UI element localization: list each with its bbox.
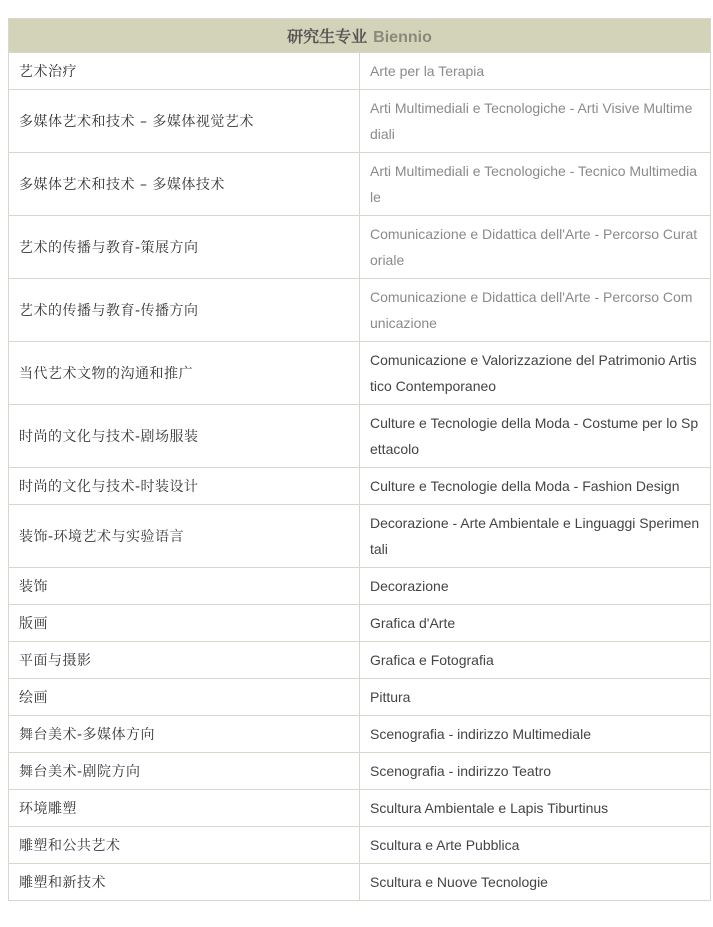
course-name-zh: 多媒体艺术和技术 – 多媒体技术 [9,153,360,216]
course-name-zh: 时尚的文化与技术-时装设计 [9,468,360,505]
course-name-zh: 雕塑和新技术 [9,864,360,901]
table-row [9,642,711,679]
course-name-zh: 艺术治疗 [9,53,360,90]
course-name-zh: 时尚的文化与技术-剧场服装 [9,405,360,468]
table-row [9,753,711,790]
course-name-it: Arti Multimediali e Tecnologiche - Tecnico Multimediale [360,153,711,216]
table-row [9,605,711,642]
course-name-zh: 雕塑和公共艺术 [9,827,360,864]
course-name-it: Scultura Ambientale e Lapis Tiburtinus [360,790,711,827]
course-name-it: Decorazione [360,568,711,605]
course-name-it: Arte per la Terapia [360,53,711,90]
course-name-it: Grafica d'Arte [360,605,711,642]
course-name-it: Scenografia - indirizzo Multimediale [360,716,711,753]
course-name-zh: 多媒体艺术和技术 – 多媒体视觉艺术 [9,90,360,153]
table-row [9,790,711,827]
course-name-it: Scultura e Arte Pubblica [360,827,711,864]
course-name-zh: 装饰 [9,568,360,605]
course-name-it: Pittura [360,679,711,716]
course-name-it: Grafica e Fotografia [360,642,711,679]
course-name-zh: 版画 [9,605,360,642]
course-name-zh: 艺术的传播与教育-传播方向 [9,279,360,342]
header-title-en: Biennio [373,29,432,46]
table-row [9,153,711,216]
table-row [9,505,711,568]
courses-table [8,18,711,901]
course-name-it: Scenografia - indirizzo Teatro [360,753,711,790]
course-name-it: Culture e Tecnologie della Moda - Costume per lo Spettacolo [360,405,711,468]
course-name-zh: 环境雕塑 [9,790,360,827]
table-row [9,716,711,753]
course-name-zh: 绘画 [9,679,360,716]
table-row [9,53,711,90]
table-row [9,468,711,505]
table-row [9,342,711,405]
table-row [9,864,711,901]
table-row [9,568,711,605]
course-name-zh: 平面与摄影 [9,642,360,679]
course-name-zh: 装饰-环境艺术与实验语言 [9,505,360,568]
table-body [9,53,711,901]
table-row [9,216,711,279]
course-name-it: Comunicazione e Didattica dell'Arte - Percorso Curatoriale [360,216,711,279]
course-name-it: Arti Multimediali e Tecnologiche - Arti Visive Multimediali [360,90,711,153]
table-row [9,90,711,153]
course-name-it: Culture e Tecnologie della Moda - Fashion Design [360,468,711,505]
table-header [9,19,711,53]
table-row [9,679,711,716]
table-row [9,405,711,468]
header-title-zh: 研究生专业 [287,27,368,46]
course-name-it: Comunicazione e Valorizzazione del Patrimonio Artistico Contemporaneo [360,342,711,405]
course-name-it: Scultura e Nuove Tecnologie [360,864,711,901]
course-name-zh: 艺术的传播与教育-策展方向 [9,216,360,279]
table-row [9,279,711,342]
table-row [9,827,711,864]
course-name-it: Decorazione - Arte Ambientale e Linguaggi Sperimentali [360,505,711,568]
course-name-zh: 舞台美术-剧院方向 [9,753,360,790]
course-name-zh: 当代艺术文物的沟通和推广 [9,342,360,405]
course-name-zh: 舞台美术-多媒体方向 [9,716,360,753]
course-name-it: Comunicazione e Didattica dell'Arte - Percorso Comunicazione [360,279,711,342]
